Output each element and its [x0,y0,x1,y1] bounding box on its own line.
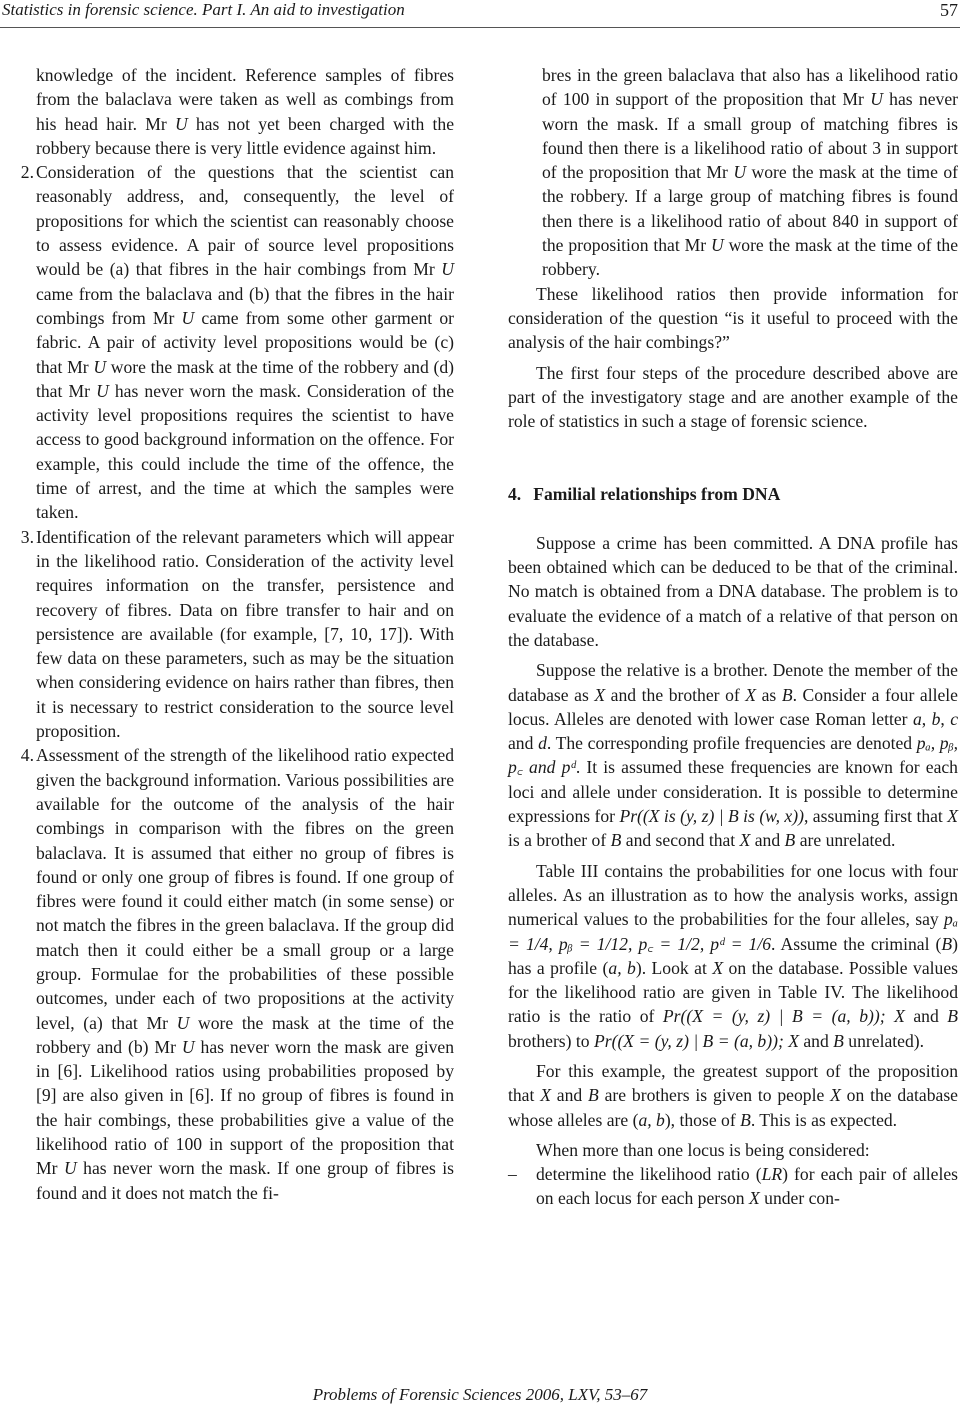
dash-list-item: – determine the likelihood ratio (LR) for each pair of alleles on each locus for each person X under con- [508,1164,958,1209]
section-number: 4. [508,484,522,505]
paragraph-investigatory-stage: The first four steps of the procedure described above are part of the investigatory stage and are another example of the role of statistics in such a stage of forensic science. [508,362,958,432]
running-header [0,0,960,24]
list-number: 4. [20,745,34,766]
paragraph-crime: Suppose a crime has been committed. A DNA profile has been obtained which can be deduced to be that of the criminal. No match is obtained from a DNA database. The problem is to evaluate the evidence of a match of a relative of that person on the database. [508,532,958,650]
list-item-4: 4. Assessment of the strength of the likelihood ratio expected given the background information. Various possibilities are available for the outcome of the analysis of the hair combings in comparison with the fibres on the green balaclava. It is assumed that either no group of fibres is found or only one group of fibres is found. If one group of fibres were found it could either match (in some sense) or not match the fibres in the green balaclava. If the group did match then it could either be a small group or a large group. Formulae for the probabilities of these possible outcomes, under each of two propositions at the activity level, (a) that Mr U wore the mask at the time of the robbery and (b) Mr U has never worn the mask are given in [6]. Likelihood ratios using probabilities proposed by [9] are also given in [6]. If no group of fibres is found in the hair combings, these probabilities give a value of the likelihood ratio of 100 in support of the proposition that Mr U has never worn the mask. If one group of fibres is found and it does not match the fi- [36,743,454,1205]
footer-citation: Problems of Forensic Sciences 2006, LXV, 53–67 [312,1385,648,1404]
list-item-2: 2. Consideration of the questions that the scientist can reasonably address, and, consequently, the level of propositions for which the scientist can reasonably choose to assess evidence. A pair of source level propositions would be (a) that fibres in the hair combings from Mr U came from the balaclava and (b) that the fibres in the hair combings from Mr U came from some other garment or fabric. A pair of activity level propositions would be (c) that Mr U wore the mask at the time of the robbery and (d) that Mr U has never worn the mask. Consideration of the activity level propositions requires the scientist to have access to good background information on the offence. For example, this could include the time of the offence, the time of arrest, and the time at which the samples were taken. [36,160,454,524]
section-title: Familial relationships from DNA [533,484,781,505]
page-number: 57 [940,0,958,20]
right-column [508,63,958,1211]
paragraph-table-three: Table III contains the probabilities for one locus with four alleles. As an illustration as to how the analysis works, assign numerical values to the probabilities for the four alleles, say pₐ = 1/4, pᵦ = 1/12, p꜀ = 1/2, pᵈ = 1/6. Assume the criminal (B) has a profile (a, b). Look at X on the database. Possible values for the likelihood ratio are given in Table IV. The likelihood ratio is the ratio of Pr((X = (y, z) | B = (a, b)); X and B brothers) to Pr((X = (y, z) | B = (a, b)); X and B unrelated). [508,860,959,1051]
list-number: 3. [20,526,34,547]
paragraph-more-loci: When more than one locus is being considered: [536,1139,870,1160]
paragraph-likelihood-ratios: These likelihood ratios then provide information for consideration of the question “is it useful to proceed with the analysis of the hair combings?” [508,283,958,353]
paragraph-example: For this example, the greatest support of the proposition that X and B are brothers is given to people X on the database whose alleles are (a, b), those of B. This is as expected. [508,1060,958,1130]
section-heading [508,482,958,506]
list-number: 2. [20,162,34,183]
running-title: Statistics in forensic science. Part I. An aid to investigation [2,0,405,19]
continued-paragraph: knowledge of the incident. Reference samples of fibres from the balaclava were taken as well as combings from his head hair. Mr U has not yet been charged with the robbery because there is very little evidence against him. [36,65,455,158]
paragraph-brother: Suppose the relative is a brother. Denote the member of the database as X and the brother of X as B. Consider a four allele locus. Alleles are denoted with lower case Roman letter a, b, c and d. The corresponding profile frequencies are denoted pₐ, pᵦ, p꜀ and pᵈ. It is assumed these frequencies are known for each loci and allele under consideration. It is possible to determine expressions for Pr((X is (y, z) | B is (w, x)), assuming first that X is a brother of B and second that X and B are unrelated. [508,660,959,851]
header-rule [0,27,960,28]
left-column [20,63,455,1205]
list-item-3: 3. Identification of the relevant parameters which will appear in the likelihood ratio. Consideration of the activity level requires information on the transfer, persistence and recovery of fibres. Data on fibre transfer to hair and on persistence are available (for example, [7, 10, 17]). With few data on these parameters, such as may be the situation when considering evidence on hairs rather than fibres, then it is necessary to restrict consideration to the source level proposition. [36,525,454,744]
list-item-4-continued: bres in the green balaclava that also has a likelihood ratio of 100 in support of the proposition that Mr U has never worn the mask. If a small group of matching fibres is found then there is a likelihood ratio of about 3 in support of the proposition that Mr U wore the mask at the time of the robbery. If a large group of matching fibres is found then there is a likelihood ratio of about 840 in support of the proposition that Mr U wore the mask at the time of the robbery. [542,65,959,280]
dash-bullet: – [508,1164,517,1185]
